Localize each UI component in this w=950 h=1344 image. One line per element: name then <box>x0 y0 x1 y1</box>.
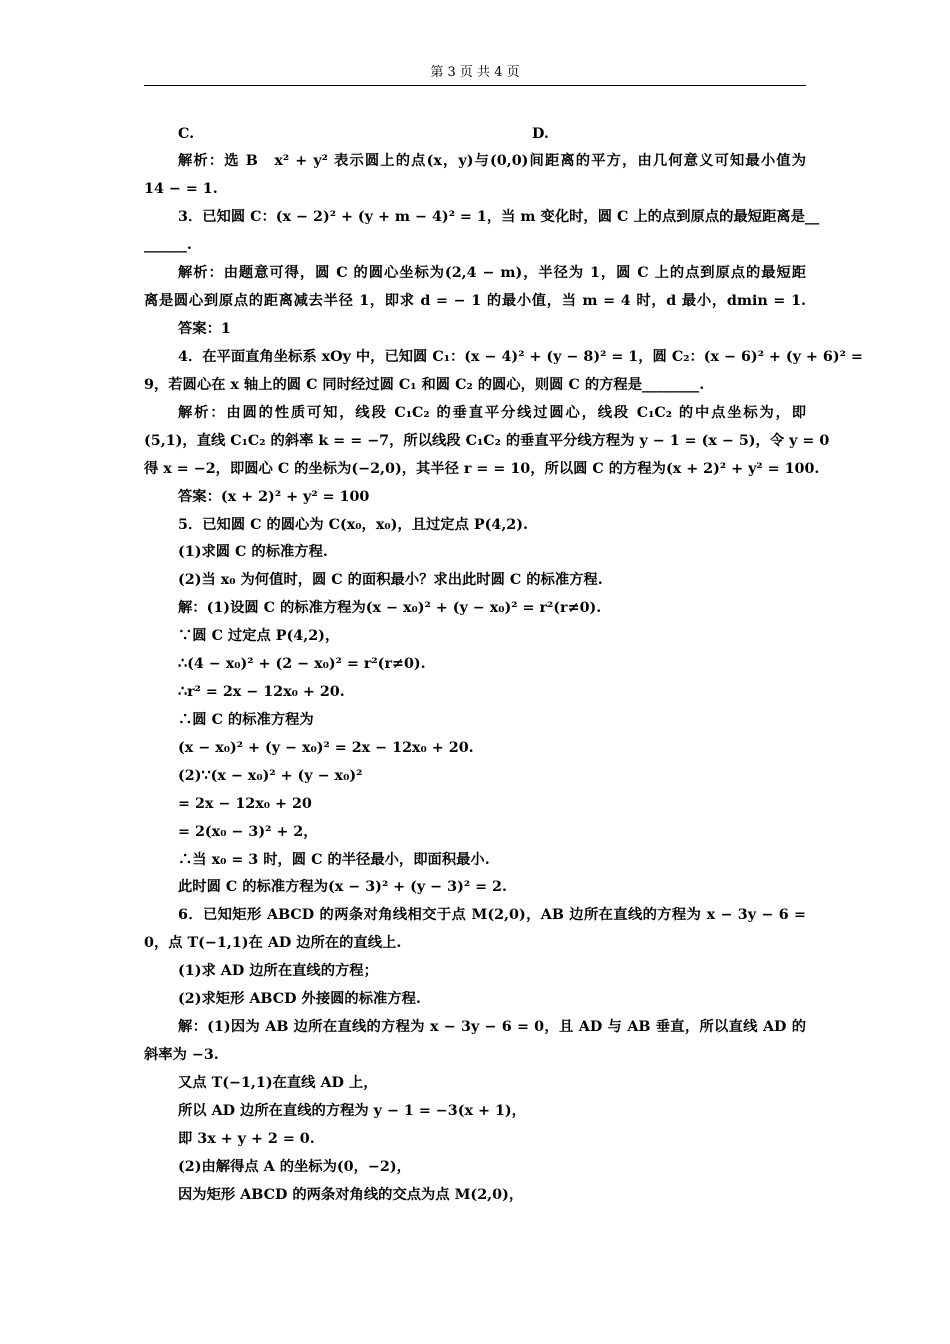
text-line: ∴当 x₀ = 3 时，圆 C 的半径最小，即面积最小. <box>178 852 490 868</box>
text-line: 0，点 T(−1,1)在 AD 边所在的直线上. <box>144 935 402 951</box>
text-line: 解：(1)设圆 C 的标准方程为(x − x₀)² + (y − x₀)² = r²(r≠0). <box>178 600 602 616</box>
text-line: 又点 T(−1,1)在直线 AD 上， <box>178 1075 378 1091</box>
page-indicator: 第 3 页 共 4 页 <box>430 65 520 80</box>
text-line: (1)求圆 C 的标准方程. <box>178 544 328 560</box>
text-line: (2)∵(x − x₀)² + (y − x₀)² <box>178 768 363 784</box>
header-rule <box>144 85 806 86</box>
text-line: 离是圆心到原点的距离减去半径 1，即求 d = − 1 的最小值，当 m = 4 时，d 最小，dmin = 1. <box>144 293 806 309</box>
text-line: ∵圆 C 过定点 P(4,2)， <box>178 628 340 644</box>
question-5: 5．已知圆 C 的圆心为 C(x₀，x₀)，且过定点 P(4,2). <box>178 517 528 533</box>
question-6: 6．已知矩形 ABCD 的两条对角线相交于点 M(2,0)，AB 边所在直线的方程为 x − 3y − 6 = <box>178 907 806 923</box>
text-line: (2)当 x₀ 为何值时，圆 C 的面积最小？求出此时圆 C 的标准方程. <box>178 572 603 588</box>
text-line: = 2(x₀ − 3)² + 2， <box>178 824 318 840</box>
text-line: 9，若圆心在 x 轴上的圆 C 同时经过圆 C₁ 和圆 C₂ 的圆心，则圆 C 的方程是________. <box>144 377 705 393</box>
text-line: 斜率为 −3. <box>144 1047 219 1063</box>
text-line: ∴(4 − x₀)² + (2 − x₀)² = r²(r≠0). <box>178 656 426 672</box>
question-4: 4．在平面直角坐标系 xOy 中，已知圆 C₁：(x − 4)² + (y − 8)² = 1，圆 C₂：(x − 6)² + (y + 6)² = <box>178 349 863 365</box>
text-line: 所以 AD 边所在直线的方程为 y − 1 = −3(x + 1)， <box>178 1103 526 1119</box>
text-line: (1)求 AD 边所在直线的方程； <box>178 963 378 979</box>
text-line: 解析：选 B x² + y² 表示圆上的点(x，y)与(0,0)间距离的平方，由几何意义可知最小值为 <box>178 153 806 169</box>
answer-3: 答案：1 <box>178 321 231 337</box>
text-line: (2)由解得点 A 的坐标为(0，−2)， <box>178 1159 411 1175</box>
text-line: 得 x = −2，即圆心 C 的坐标为(−2,0)，其半径 r = = 10，所以圆 C 的方程为(x + 2)² + y² = 100. <box>144 461 820 477</box>
text-line: = 2x − 12x₀ + 20 <box>178 796 312 812</box>
text-line: (5,1)，直线 C₁C₂ 的斜率 k = = −7，所以线段 C₁C₂ 的垂直平分线方程为 y − 1 = (x − 5)，令 y = 0 <box>144 433 830 449</box>
question-3: 3．已知圆 C：(x − 2)² + (y + m − 4)² = 1，当 m 变化时，圆 C 上的点到原点的最短距离是__ <box>178 209 820 225</box>
text-line: ∴圆 C 的标准方程为 <box>178 712 314 728</box>
text-line: (x − x₀)² + (y − x₀)² = 2x − 12x₀ + 20. <box>178 740 474 756</box>
text-line: ∴r² = 2x − 12x₀ + 20. <box>178 684 345 700</box>
answer-4: 答案：(x + 2)² + y² = 100 <box>178 489 370 505</box>
option-c: C. <box>178 126 195 142</box>
text-line: 解：(1)因为 AB 边所在直线的方程为 x − 3y − 6 = 0，且 AD 与 AB 垂直，所以直线 AD 的 <box>178 1019 806 1035</box>
text-line: 解析：由题意可得，圆 C 的圆心坐标为(2,4 − m)，半径为 1，圆 C 上的点到原点的最短距 <box>178 265 806 281</box>
text-line: 因为矩形 ABCD 的两条对角线的交点为点 M(2,0)， <box>178 1187 524 1203</box>
text-line: (2)求矩形 ABCD 外接圆的标准方程. <box>178 991 421 1007</box>
text-line: ______. <box>144 237 192 253</box>
option-d: D. <box>532 126 549 142</box>
text-line: 14 − = 1. <box>144 181 218 197</box>
text-line: 即 3x + y + 2 = 0. <box>178 1131 315 1147</box>
text-line: 解析：由圆的性质可知，线段 C₁C₂ 的垂直平分线过圆心，线段 C₁C₂ 的中点坐标为，即 <box>178 405 806 421</box>
text-line: 此时圆 C 的标准方程为(x − 3)² + (y − 3)² = 2. <box>178 879 507 895</box>
